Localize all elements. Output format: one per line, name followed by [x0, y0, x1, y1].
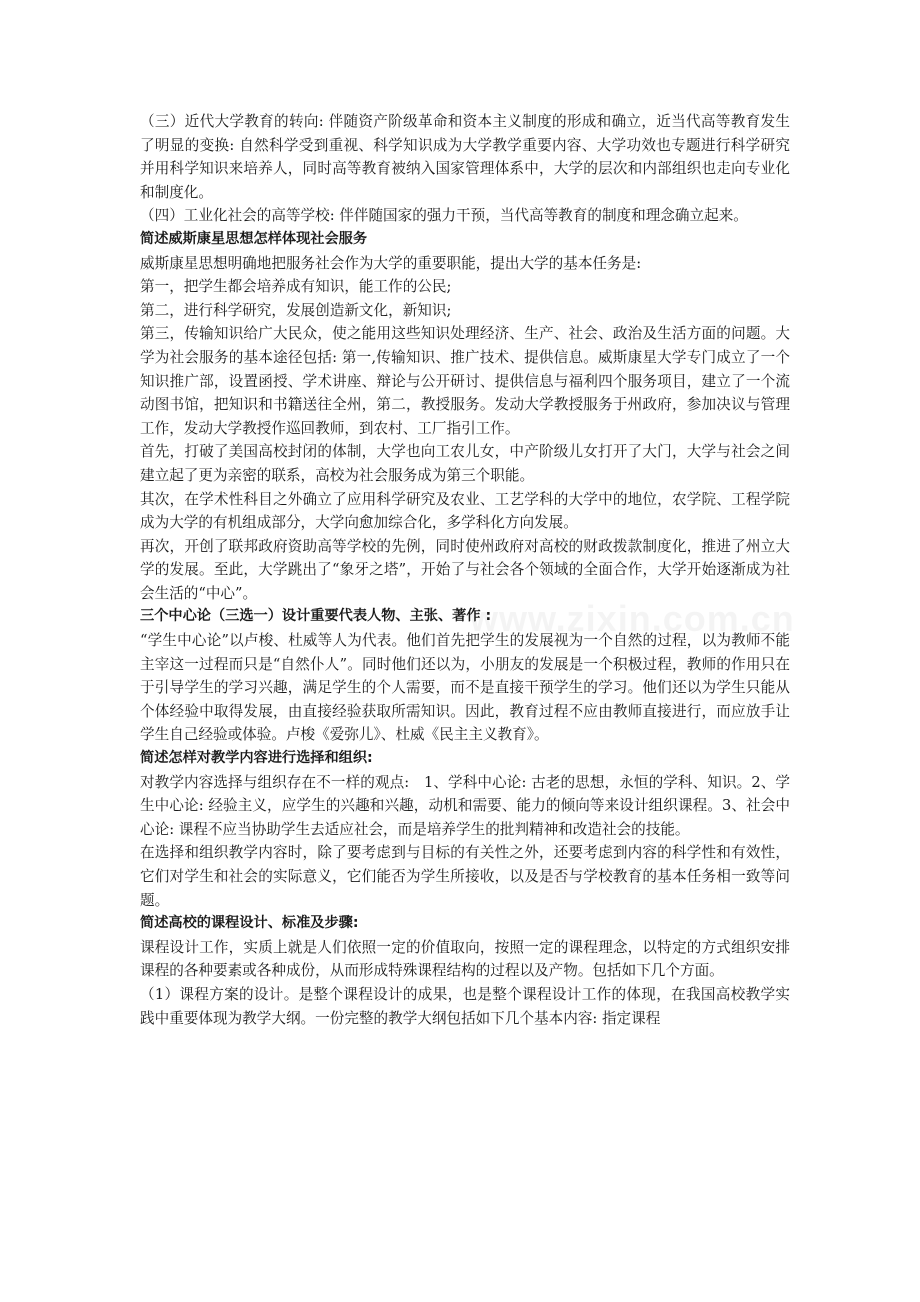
paragraph: 再次，开创了联邦政府资助高等学校的先例，同时使州政府对高校的财政拨款制度化，推进了州立大学的发展。至此，大学跳出了“象牙之塔”，开始了与社会各个领域的全面合作，大学开始逐渐成为社会生活的“中心”。	[140, 537, 790, 602]
paragraph: 首先，打破了美国高校封闭的体制，大学也向工农儿女，中产阶级儿女打开了大门，大学与社会之间建立起了更为亲密的联系，高校为社会服务成为第三个职能。	[140, 443, 790, 484]
section-heading: 简述威斯康星思想怎样体现社会服务	[140, 230, 368, 247]
paragraph: 第三，传输知识给广大民众，使之能用这些知识处理经济、生产、社会、政治及生活方面的问题。大学为社会服务的基本途径包括: 第一,传输知识、推广技术、提供信息。威斯康星大学专门成立了一个知识推广部，设置函授、学术讲座、辩论与公开研讨、提供信息与福利四个服务项目，建立了一个流动图书馆，把知识和书籍送往全州，第二，教授服务。发动大学教授服务于州政府，参加决议与管理工作，发动大学教授作巡回教师，到农村、工厂指引工作。	[140, 325, 790, 437]
watermark: www.zixin.com.cn	[470, 598, 795, 639]
paragraph: 其次，在学术性科目之外确立了应用科学研究及农业、工艺学科的大学中的地位，农学院、工程学院成为大学的有机组成部分，大学向愈加综合化，多学科化方向发展。	[140, 490, 790, 532]
paragraph: 对教学内容选择与组织存在不一样的观点: 1、学科中心论: 古老的思想，永恒的学科、知识。2、学生中心论: 经验主义，应学生的兴趣和兴趣，动机和需要、能力的倾向等来设计组织课程。3、社会中心论: 课程不应当协助学生去适应社会，而是培养学生的批判精神和改造社会的技能。	[140, 773, 790, 838]
paragraph: 课程设计工作，实质上就是人们依照一定的价值取向，按照一定的课程理念，以特定的方式组织安排课程的各种要素或各种成份，从而形成特殊课程结构的过程以及产物。包括如下几个方面。	[140, 938, 790, 980]
document-body	[140, 110, 790, 1030]
section-heading: 简述高校的课程设计、标准及步骤:	[140, 915, 359, 932]
section-heading: 简述怎样对教学内容进行选择和组织:	[140, 750, 373, 767]
paragraph: “学生中心论”以卢梭、杜威等人为代表。他们首先把学生的发展视为一个自然的过程，以为教师不能主宰这一过程而只是“自然仆人”。同时他们还以为，小朋友的发展是一个积极过程，教师的作用只在于引导学生的学习兴趣，满足学生的个人需要，而不是直接干预学生的学习。他们还以为学生只能从个体经验中取得发展，由直接经验获取所需知识。因此，教育过程不应由教师直接进行，而应放手让学生自己经验或体验。卢梭《爱弥儿》、杜威《民主主义教育》。	[140, 632, 790, 744]
paragraph: （1）课程方案的设计。是整个课程设计的成果，也是整个课程设计工作的体现，在我国高校教学实践中重要体现为教学大纲。一份完整的教学大纲包括如下几个基本内容: 指定课程	[140, 985, 790, 1027]
paragraph: （三）近代大学教育的转向: 伴随资产阶级革命和资本主义制度的形成和确立，近当代高等教育发生了明显的变换: 自然科学受到重视、科学知识成为大学教学重要内容、大学功效也专题进行科学研究并用科学知识来培养人，同时高等教育被纳入国家管理体系中，大学的层次和内部组织也走向专业化和制度化。	[140, 113, 790, 201]
paragraph: （四）工业化社会的高等学校: 伴伴随国家的强力干预，当代高等教育的制度和理念确立起来。	[140, 207, 748, 225]
paragraph: 第二，进行科学研究，发展创造新文化，新知识;	[140, 301, 452, 319]
paragraph: 第一，把学生都会培养成有知识，能工作的公民;	[140, 278, 452, 296]
section-heading: 三个中心论（三选一）设计重要代表人物、主张、著作 :	[140, 608, 492, 625]
paragraph: 在选择和组织教学内容时，除了要考虑到与目标的有关性之外，还要考虑到内容的科学性和有效性，它们对学生和社会的实际意义，它们能否为学生所接收，以及是否与学校教育的基本任务相一致等问题。	[140, 844, 790, 909]
paragraph: 威斯康星思想明确地把服务社会作为大学的重要职能，提出大学的基本任务是:	[140, 254, 642, 272]
